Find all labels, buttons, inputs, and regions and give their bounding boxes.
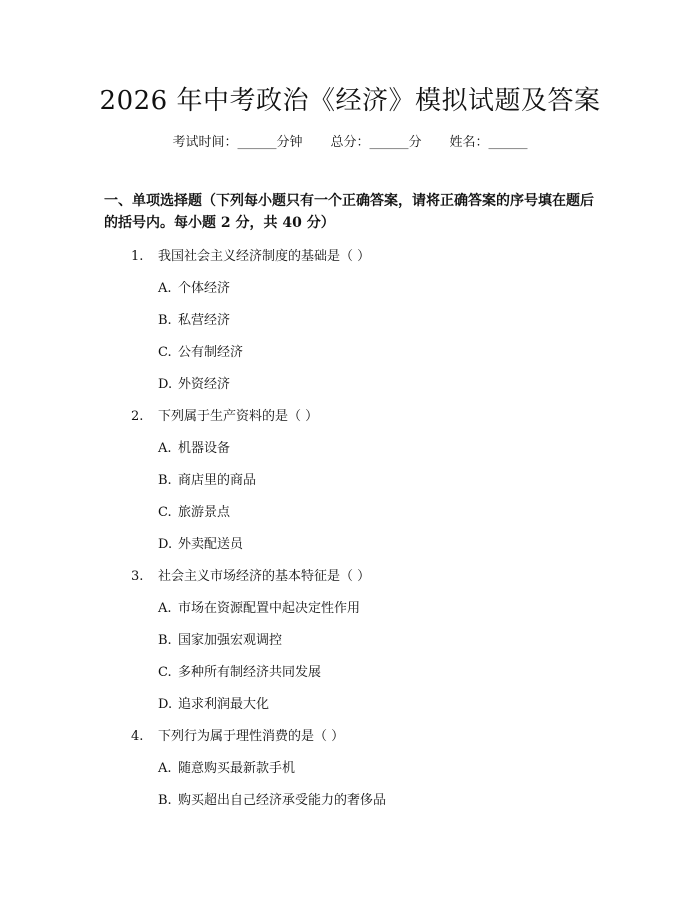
option-letter: B. — [158, 313, 172, 328]
option-text: 外资经济 — [178, 377, 231, 392]
question-number: 3. — [131, 569, 144, 584]
student-name-field: 姓名：______ — [449, 135, 528, 150]
option-text: 追求利润最大化 — [178, 697, 270, 712]
question-4-option-a — [158, 757, 295, 776]
option-text: 商店里的商品 — [178, 473, 257, 488]
total-score-field: 总分：______分 — [330, 135, 422, 150]
question-text: 我国社会主义经济制度的基础是（ ） — [158, 249, 371, 264]
question-text: 下列属于生产资料的是（ ） — [158, 409, 319, 424]
option-letter: D. — [158, 697, 173, 712]
question-1-option-a — [158, 277, 230, 296]
question-2-option-d — [158, 533, 243, 552]
question-text: 社会主义市场经济的基本特征是（ ） — [158, 569, 371, 584]
option-letter: B. — [158, 473, 172, 488]
exam-meta-line — [0, 131, 700, 150]
option-letter: B. — [158, 633, 172, 648]
question-3-option-d — [158, 693, 269, 712]
option-text: 机器设备 — [178, 441, 231, 456]
question-3-option-c — [158, 661, 321, 680]
option-text: 国家加强宏观调控 — [178, 633, 283, 648]
option-letter: C. — [158, 345, 172, 360]
question-number: 2. — [131, 409, 144, 424]
option-letter: A. — [158, 761, 172, 776]
question-3 — [131, 565, 370, 584]
option-letter: A. — [158, 601, 172, 616]
option-letter: D. — [158, 377, 173, 392]
question-3-option-a — [158, 597, 360, 616]
exam-time-field: 考试时间：______分钟 — [172, 135, 303, 150]
option-letter: B. — [158, 793, 172, 808]
option-text: 随意购买最新款手机 — [178, 761, 296, 776]
question-4 — [131, 725, 344, 744]
option-text: 购买超出自己经济承受能力的奢侈品 — [178, 793, 387, 808]
question-number: 1. — [131, 249, 144, 264]
question-1-option-d — [158, 373, 230, 392]
option-letter: D. — [158, 537, 173, 552]
question-2-option-a — [158, 437, 230, 456]
option-letter: C. — [158, 665, 172, 680]
section-heading-single-choice: 一、单项选择题（下列每小题只有一个正确答案，请将正确答案的序号填在题后的括号内。每小题 2 分，共 40 分） — [104, 193, 594, 231]
option-text: 市场在资源配置中起决定性作用 — [178, 601, 361, 616]
option-letter: A. — [158, 441, 172, 456]
question-3-option-b — [158, 629, 282, 648]
question-4-option-b — [158, 789, 386, 808]
option-letter: A. — [158, 281, 172, 296]
option-text: 公有制经济 — [178, 345, 244, 360]
question-1-option-c — [158, 341, 243, 360]
question-text: 下列行为属于理性消费的是（ ） — [158, 729, 345, 744]
question-2-option-b — [158, 469, 256, 488]
question-1-option-b — [158, 309, 230, 328]
option-letter: C. — [158, 505, 172, 520]
option-text: 旅游景点 — [178, 505, 231, 520]
question-2-option-c — [158, 501, 230, 520]
question-2 — [131, 405, 318, 424]
question-1 — [131, 245, 370, 264]
document-title: 2026 年中考政治《经济》模拟试题及答案 — [99, 86, 601, 116]
option-text: 私营经济 — [178, 313, 231, 328]
option-text: 个体经济 — [178, 281, 231, 296]
question-number: 4. — [131, 729, 144, 744]
option-text: 多种所有制经济共同发展 — [178, 665, 322, 680]
option-text: 外卖配送员 — [178, 537, 244, 552]
